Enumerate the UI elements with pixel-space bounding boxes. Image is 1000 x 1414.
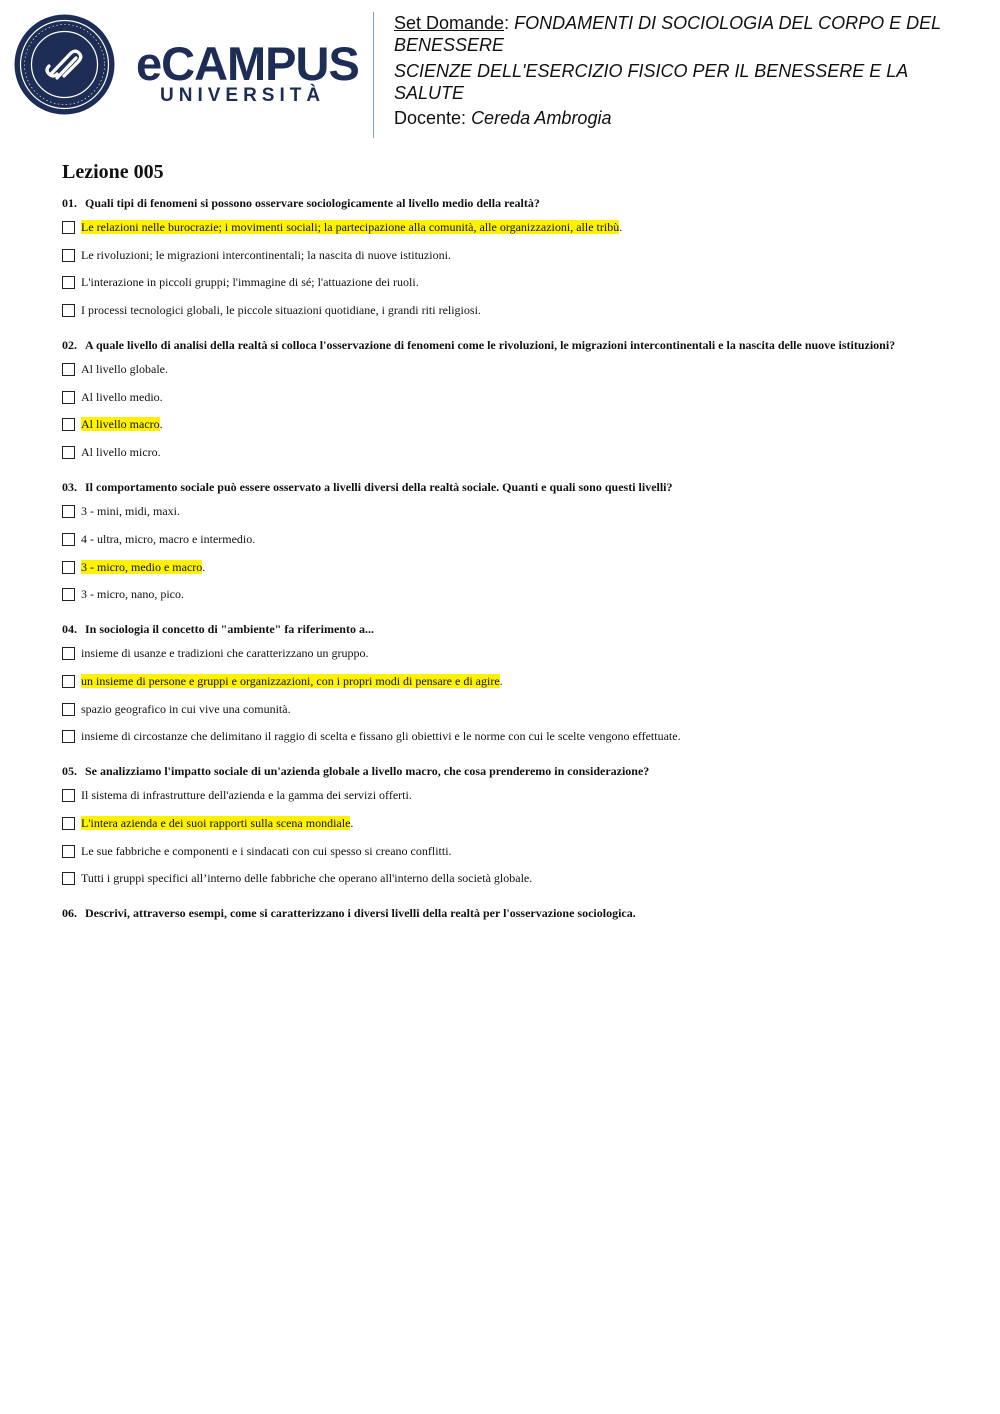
checkbox[interactable] — [62, 276, 75, 289]
checkbox[interactable] — [62, 446, 75, 459]
checkbox[interactable] — [62, 588, 75, 601]
checkbox[interactable] — [62, 363, 75, 376]
option-text: Al livello medio. — [81, 389, 163, 404]
answer-option[interactable] — [62, 560, 922, 575]
checkbox[interactable] — [62, 647, 75, 660]
option-label — [81, 532, 255, 547]
option-label — [81, 248, 451, 263]
option-text: Tutti i gruppi specifici all’interno delle fabbriche che operano all'interno della società globale. — [81, 871, 533, 886]
option-text: Al livello globale. — [81, 362, 168, 377]
question-label: Descrivi, attraverso esempi, come si caratterizzano i diversi livelli della realtà per l'osservazione sociologica. — [85, 906, 636, 921]
option-label — [81, 362, 168, 377]
option-label — [81, 816, 353, 831]
lesson-title: Lezione 005 — [62, 161, 164, 183]
header-info — [394, 12, 984, 129]
option-text: L'interazione in piccoli gruppi; l'immagine di sé; l'attuazione dei ruoli. — [81, 275, 419, 290]
option-suffix: . — [499, 673, 503, 688]
highlighted-answer-text: 3 - micro, medio e macro — [81, 559, 203, 574]
option-text: spazio geografico in cui vive una comunità. — [81, 701, 291, 716]
answer-option[interactable] — [62, 532, 922, 547]
checkbox[interactable] — [62, 249, 75, 262]
question-number: 03. — [62, 480, 77, 495]
ecampus-logo — [14, 14, 359, 114]
answer-option[interactable] — [62, 816, 922, 831]
question-text — [62, 764, 922, 778]
option-label — [81, 646, 369, 661]
question-text — [62, 196, 922, 210]
question-4 — [62, 622, 922, 744]
checkbox[interactable] — [62, 675, 75, 688]
answer-option[interactable] — [62, 248, 922, 263]
question-number: 01. — [62, 196, 77, 210]
option-label — [81, 729, 681, 744]
option-label — [81, 788, 412, 803]
question-number: 04. — [62, 622, 77, 637]
course-title: SCIENZE DELL'ESERCIZIO FISICO PER IL BENESSERE E LA — [394, 61, 909, 81]
answer-option[interactable] — [62, 390, 922, 405]
option-text: I processi tecnologici globali, le piccole situazioni quotidiane, i grandi riti religiosi. — [81, 303, 481, 318]
question-text — [62, 622, 922, 636]
set-label: Set Domande — [394, 13, 505, 33]
question-set — [62, 160, 922, 940]
highlighted-answer-text: un insieme di persone e gruppi e organizzazioni, con i propri modi di pensare e di agire — [81, 673, 500, 688]
question-text — [62, 906, 922, 920]
option-label — [81, 303, 481, 318]
header-divider — [373, 12, 374, 138]
answer-option[interactable] — [62, 303, 922, 318]
option-label — [81, 560, 205, 575]
option-label — [81, 445, 161, 460]
option-label — [81, 390, 163, 405]
answer-option[interactable] — [62, 275, 922, 290]
docente-name: Cereda Ambrogia — [471, 108, 612, 128]
checkbox[interactable] — [62, 817, 75, 830]
answer-option[interactable] — [62, 646, 922, 661]
option-text: Al livello micro. — [81, 445, 161, 460]
option-label — [81, 871, 532, 886]
questions-list — [62, 196, 922, 920]
option-text: 3 - mini, midi, maxi. — [81, 504, 180, 519]
option-suffix: . — [159, 417, 163, 432]
set-title-2: BENESSERE — [394, 35, 505, 55]
answer-option[interactable] — [62, 362, 922, 377]
answer-option[interactable] — [62, 702, 922, 717]
checkbox[interactable] — [62, 730, 75, 743]
answer-option[interactable] — [62, 220, 922, 235]
question-label: In sociologia il concetto di "ambiente" fa riferimento a... — [85, 622, 374, 637]
question-label: Il comportamento sociale può essere osservato a livelli diversi della realtà sociale. Quanti e quali sono questi livelli? — [85, 480, 673, 495]
university-seal-icon — [14, 14, 115, 115]
option-label — [81, 275, 419, 290]
question-text — [62, 338, 922, 352]
checkbox[interactable] — [62, 561, 75, 574]
highlighted-answer-text: Le relazioni nelle burocrazie; i movimenti sociali; la partecipazione alla comunità, alle organizzazioni, alle tribù — [81, 220, 620, 234]
option-text: insieme di usanze e tradizioni che caratterizzano un gruppo. — [81, 646, 369, 661]
option-text: Le sue fabbriche e componenti e i sindacati con cui spesso si creano conflitti. — [81, 843, 452, 858]
question-2 — [62, 338, 922, 460]
checkbox[interactable] — [62, 872, 75, 885]
option-label — [81, 674, 503, 689]
option-suffix: . — [202, 559, 206, 574]
question-number: 05. — [62, 764, 77, 779]
option-label — [81, 417, 163, 432]
answer-option[interactable] — [62, 788, 922, 803]
checkbox[interactable] — [62, 533, 75, 546]
option-text: 4 - ultra, micro, macro e intermedio. — [81, 531, 256, 546]
question-1 — [62, 196, 922, 318]
question-3 — [62, 480, 922, 602]
option-suffix: . — [350, 815, 354, 830]
option-text: insieme di circostanze che delimitano il raggio di scelta e fissano gli obiettivi e le norme con cui le scelte vengono effettuate. — [81, 729, 681, 744]
question-label: Quali tipi di fenomeni si possono osservare sociologicamente al livello medio della realtà? — [85, 196, 540, 210]
checkbox[interactable] — [62, 505, 75, 518]
question-text — [62, 480, 922, 494]
page-header — [0, 0, 1000, 150]
set-title: FONDAMENTI DI SOCIOLOGIA DEL CORPO E DEL — [514, 13, 942, 33]
checkbox[interactable] — [62, 418, 75, 431]
logo-subtitle: UNIVERSITÀ — [160, 85, 326, 106]
checkbox[interactable] — [62, 789, 75, 802]
answer-option[interactable] — [62, 417, 922, 432]
docente-label: Docente: — [394, 108, 467, 128]
option-text: Il sistema di infrastrutture dell'azienda e la gamma dei servizi offerti. — [81, 788, 412, 803]
answer-option[interactable] — [62, 871, 922, 886]
answer-option[interactable] — [62, 587, 922, 602]
option-label — [81, 587, 184, 602]
question-5 — [62, 764, 922, 886]
option-suffix: . — [619, 220, 623, 234]
docente-line — [394, 107, 984, 129]
question-number: 06. — [62, 906, 77, 921]
checkbox[interactable] — [62, 703, 75, 716]
answer-option[interactable] — [62, 674, 922, 689]
set-line: Set Domande: FONDAMENTI DI SOCIOLOGIA DEL CORPO E DEL — [394, 13, 942, 33]
option-text: Le rivoluzioni; le migrazioni intercontinentali; la nascita di nuove istituzioni. — [81, 247, 451, 262]
highlighted-answer-text: L'intera azienda e dei suoi rapporti sulla scena mondiale — [81, 815, 351, 830]
question-label: Se analizziamo l'impatto sociale di un'azienda globale a livello macro, che cosa prenderemo in considerazione? — [85, 764, 650, 779]
answer-option[interactable] — [62, 844, 922, 859]
option-label — [81, 504, 180, 519]
answer-option[interactable] — [62, 445, 922, 460]
highlighted-answer-text: Al livello macro — [81, 417, 160, 432]
question-number: 02. — [62, 338, 77, 353]
option-label — [81, 702, 291, 717]
checkbox[interactable] — [62, 845, 75, 858]
answer-option[interactable] — [62, 504, 922, 519]
answer-option[interactable] — [62, 729, 922, 744]
checkbox[interactable] — [62, 391, 75, 404]
option-label — [81, 220, 622, 235]
option-text: 3 - micro, nano, pico. — [81, 587, 184, 602]
logo-wordmark: eCAMPUS — [136, 37, 359, 90]
option-label — [81, 844, 452, 859]
checkbox[interactable] — [62, 221, 75, 234]
question-label: A quale livello di analisi della realtà si colloca l'osservazione di fenomeni come le rivoluzioni, le migrazioni intercontinentali e la nascita delle nuove istituzioni? — [85, 338, 896, 353]
checkbox[interactable] — [62, 304, 75, 317]
question-6 — [62, 906, 922, 920]
course-title-2: SALUTE — [394, 83, 465, 103]
